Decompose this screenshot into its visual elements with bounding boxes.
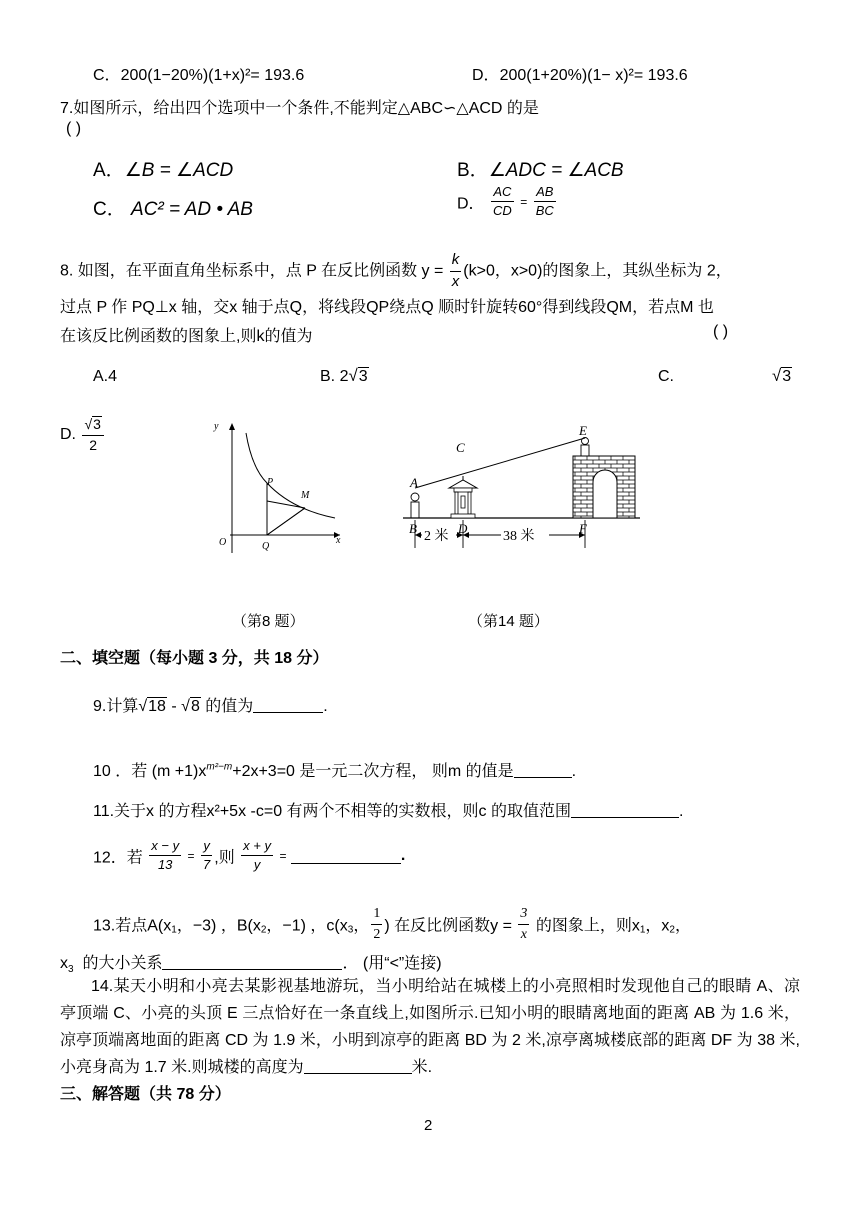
fig14-label-a: A (410, 475, 418, 490)
fig14-label-c: C (456, 440, 465, 455)
fig8-label-m: M (301, 490, 310, 501)
q7-option-c-text: AC² = AD • AB (131, 199, 253, 220)
q9-post: 的值为 (200, 698, 254, 715)
q11-text: 11.关于x 的方程x²+5x ‑c=0 有两个不相等的实数根，则c 的取值范围 (93, 803, 571, 820)
q8-option-c-label: C. (658, 368, 674, 385)
q8-option-b (320, 366, 369, 386)
q14-answer-blank[interactable] (304, 1057, 412, 1074)
subscript: 3 (347, 924, 354, 936)
fig14-label-e: E (579, 423, 587, 438)
equals-sign: = (187, 848, 195, 863)
q7-option-b-text: ∠ADC = ∠ACB (488, 160, 624, 181)
q13-line2-pre: x (60, 955, 68, 972)
q7-option-b-label: B． (457, 160, 489, 181)
q7-option-a-text: ∠B = ∠ACD (124, 160, 234, 181)
q12-frac1 (149, 838, 181, 874)
q8-line2: 过点 P 作 PQ⊥x 轴，交x 轴于点Q，将线段QP绕点Q 顺时针旋转60°得到线段QM，若点M 也 (60, 299, 714, 316)
q8-line3: 在该反比例函数的图象上,则k的值为 (60, 328, 313, 345)
radical-sign: √ (84, 416, 93, 432)
q13-a-post: ，−3) ，B(x (176, 917, 261, 935)
equals-sign: = (520, 194, 528, 209)
fig8-label-y: y (214, 421, 219, 432)
pavilion (449, 476, 477, 518)
q8-answer-paren: ( ) (713, 323, 729, 340)
section-3-title: 三、解答题（共 78 分） (60, 1086, 231, 1103)
q13-line1 (93, 905, 691, 943)
frac-denominator: CD (493, 203, 512, 219)
q13-answer-blank[interactable] (162, 953, 342, 970)
q11-answer-blank[interactable] (571, 801, 679, 818)
q8-option-d-frac (82, 416, 103, 454)
q9-mid: - (166, 698, 182, 715)
fig14-label-f: F (579, 521, 587, 536)
q13-line2-post: 的大小关系 (82, 955, 163, 972)
frac-denominator: 2 (373, 926, 381, 942)
frac-denominator: 2 (89, 436, 98, 453)
frac-numerator: 1 (371, 905, 382, 925)
q12-mid: ,则 (214, 849, 235, 867)
q12-frac3 (241, 838, 273, 874)
q13-b-post: ，−1) ，c(x (266, 917, 348, 935)
radical-sign: √ (138, 698, 148, 715)
q12-post: = (279, 848, 287, 863)
segment-qm-dup (267, 508, 305, 535)
q8-option-c-radicand: 3 (782, 368, 792, 385)
q14-tail: 米. (411, 1059, 433, 1076)
person-xiaoming (411, 493, 419, 518)
figure-14-diagram (395, 420, 645, 550)
frac-numerator: AB (534, 184, 556, 202)
q8-option-c (772, 366, 792, 386)
q6-option-c (93, 62, 304, 85)
q8-option-d-label: D. (60, 426, 76, 443)
q8-k-over-x (450, 251, 462, 292)
frac-denominator: 7 (203, 857, 211, 873)
frac-numerator: k (450, 251, 462, 272)
frac-numerator: x − y (149, 838, 181, 856)
frac-denominator: BC (535, 203, 554, 219)
frac-numerator: AC (491, 184, 514, 202)
q13-tail: 的图象上，则x (535, 917, 640, 935)
q10: 10 ．若 $(m +1)x^{m^2-m}+2x+3=0$ 是一元二次方程， 则m 的值是 . (93, 761, 577, 780)
q8-option-b-coef: 2 (339, 368, 349, 385)
q10-answer-blank[interactable] (514, 761, 572, 778)
person-xiaoliang (581, 438, 589, 457)
q8-line1 (60, 251, 732, 292)
q7-stem: 7.如图所示，给出四个选项中一个条件,不能判定△ABC∽△ACD 的是 (60, 100, 539, 117)
q10-post: +2x+3=0 是一元二次方程， 则m 的值是 (232, 763, 514, 780)
q9-radicand-2: 8 (190, 698, 200, 715)
subscript: 2 (260, 924, 267, 936)
q6-option-d (472, 62, 688, 85)
q7-option-d-frac2 (534, 184, 556, 220)
q6-option-d-text: 200(1+20%)(1− x)²= 193.6 (499, 67, 688, 84)
q6-option-d-label: D． (472, 67, 500, 84)
page-number: 2 (424, 1117, 433, 1134)
q13-one-half (371, 905, 382, 943)
q7-option-c-label: C． (93, 199, 126, 220)
q14-text: 14.某天小明和小亮去某影视基地游玩，当小明给站在城楼上的小亮照相时发现他自己的眼睛 A、凉亭顶端 C、小亮的头顶 E 三点恰好在一条直线上,如图所示.已知小明的眼睛离地面的距离 AB 为 1.6 米，凉亭顶端离地面的距离 CD 为 1.9 米，小明到凉亭的距离 BD 为 2 米,凉亭离城楼底部的距离 DF 为 38 米,小亮身高为 1.7 米.则城楼的高度为 (60, 978, 800, 1076)
segment-pm (267, 501, 305, 508)
q7-option-c (93, 194, 253, 221)
subscript: 1 (171, 924, 177, 936)
q13-line2 (60, 950, 442, 975)
q7-option-a (93, 155, 233, 182)
q13-c-mid: ， (353, 917, 370, 935)
q8-option-d (60, 416, 106, 454)
subscript: 3 (68, 964, 74, 976)
fig8-label-p: P (267, 477, 274, 488)
subscript: 2 (669, 924, 675, 936)
q13-c-post: ) 在反比例函数y = (384, 917, 512, 935)
q13-three-over-x (518, 905, 529, 943)
section-2-title: 二、填空题（每小题 3 分，共 18 分） (60, 650, 329, 667)
frac-numerator: y (201, 838, 212, 856)
q11: 11.关于x 的方程x²+5x ‑c=0 有两个不相等的实数根，则c 的取值范围 . (93, 803, 684, 820)
figure-14-caption: （第14 题） (468, 613, 549, 630)
q7-option-b (457, 155, 624, 182)
fig14-dist-df: 38 米 (503, 529, 535, 544)
q7-answer-paren: ( ) (66, 120, 82, 137)
frac-numerator: x + y (241, 838, 273, 856)
q9-pre: 9.计算 (93, 698, 139, 715)
q13-tail-mid: ，x (645, 917, 670, 935)
q6-option-c-label: C． (93, 67, 121, 84)
q7-option-d (457, 184, 558, 220)
q9-radicand-1: 18 (148, 698, 166, 715)
fig8-label-o: O (219, 537, 227, 548)
city-wall (573, 456, 635, 518)
fig8-label-q: Q (262, 541, 270, 552)
fig14-label-b: B (409, 521, 417, 536)
q12: 12．若 $\frac{x - y}{13}$ = $\frac{y}{7}$ ,则 $\frac{x + y}{y}$ = . (93, 838, 406, 873)
sight-line-ace (415, 438, 585, 488)
figure-8-graph (205, 415, 345, 555)
q14-paragraph (60, 973, 800, 1081)
q8-option-b-label: B. (320, 368, 336, 385)
radical-sign: √ (181, 698, 190, 715)
fig14-dist-bd: 2 米 (424, 529, 449, 544)
fig14-label-d: D (458, 521, 468, 536)
radical-sign: √ (772, 366, 782, 385)
radicand: 3 (93, 416, 101, 432)
q13-tail-comma: ， (674, 917, 691, 935)
q8-line1-post: (k>0，x>0)的图象上，其纵坐标为 2， (463, 262, 732, 280)
q13-pre: 13.若点A(x (93, 917, 172, 935)
q9-answer-blank[interactable] (253, 696, 323, 713)
frac-denominator: y (253, 857, 261, 873)
q10-pre: 10 ．若 (m +1)x (93, 763, 207, 780)
q6-option-c-text: 200(1−20%)(1+x)²= 193.6 (120, 67, 305, 84)
radical-sign: √ (348, 366, 358, 385)
q7-option-d-label: D． (457, 195, 485, 213)
q13-line2-end: ． (用“<”连接) (342, 955, 442, 972)
q8-line1-pre: 8. 如图，在平面直角坐标系中，点 P 在反比例函数 y = (60, 262, 444, 280)
frac-numerator: 3 (518, 905, 529, 925)
figure-8-caption: （第8 题） (232, 613, 305, 630)
q7-option-a-label: A． (93, 160, 125, 181)
fig8-label-x: x (336, 535, 341, 546)
q10-exponent: m²−m (206, 761, 233, 773)
q12-frac2 (201, 838, 212, 874)
q9: 9.计算√18 - √8 的值为 . (93, 698, 328, 715)
q8-option-b-radicand: 3 (358, 368, 368, 385)
subscript: 1 (639, 924, 646, 936)
frac-denominator: x (520, 926, 527, 942)
y-axis-arrow (229, 423, 235, 430)
frac-denominator: 13 (157, 857, 173, 873)
q8-option-a: A.4 (93, 368, 118, 385)
frac-numerator (82, 416, 103, 436)
frac-denominator: x (451, 272, 460, 290)
q12-pre: 12．若 (93, 849, 143, 867)
q12-answer-blank[interactable] (291, 847, 401, 864)
q7-option-d-frac1 (491, 184, 514, 220)
